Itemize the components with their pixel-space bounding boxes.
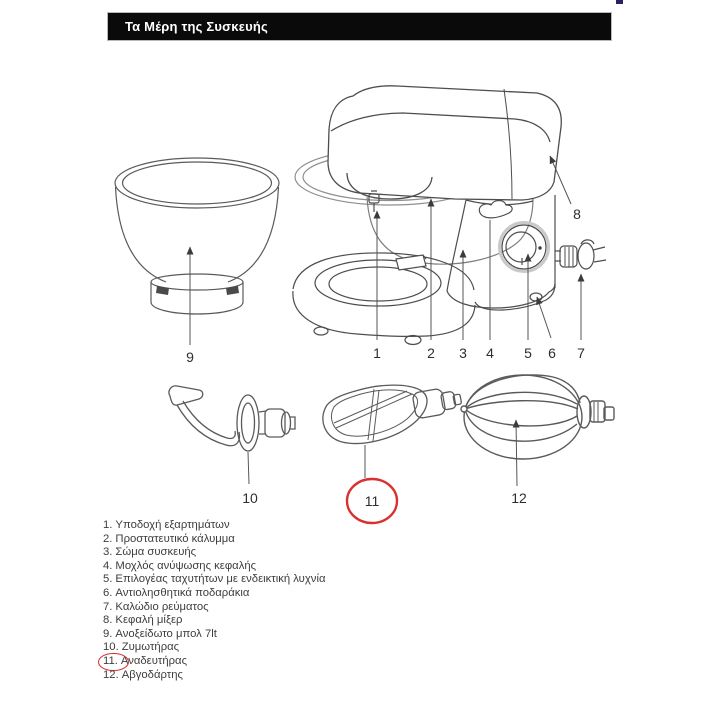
callout-12: 12 [511,490,527,506]
bowl-drawing [115,158,279,314]
item-number: 12. [103,668,119,681]
item-number: 5. [103,573,113,586]
flat-beater-drawing [323,385,463,443]
callout-9: 9 [186,349,194,365]
parts-list-item [103,533,483,547]
item-label: Αντιολησθητικά ποδαράκια [115,586,250,599]
parts-list-item [103,669,483,683]
callout-5: 5 [524,345,532,361]
dough-hook-drawing [169,386,295,451]
section-title: Τα Μέρη της Συσκευής [125,19,268,34]
callout-2: 2 [427,345,435,361]
parts-list-item [103,587,483,601]
item-label: Υποδοχή εξαρτημάτων [115,519,230,531]
item-number: 4. [103,559,113,572]
callout-7: 7 [577,345,585,361]
item-number: 6. [103,586,113,599]
item-label: Αναδευτήρας [120,654,188,667]
item-label: Ανοξείδωτο μπολ 7lt [115,627,217,640]
item-label: Αβγοδάρτης [121,668,183,681]
item-number: 9. [103,627,113,640]
callout-3: 3 [459,345,467,361]
parts-list-item [103,601,483,615]
callout-labels [186,206,585,509]
parts-list-item-highlighted [103,655,483,669]
callout-4: 4 [486,345,494,361]
item-label: Σώμα συσκευής [115,546,197,559]
item-number: 3. [103,546,113,559]
item-number: 7. [103,600,113,613]
parts-list [103,519,483,682]
item-label: Ζυμωτήρας [121,641,180,654]
parts-list-item [103,641,483,655]
parts-list-item [103,546,483,560]
callout-10: 10 [242,490,258,506]
callout-1: 1 [373,345,381,361]
parts-list-item [103,628,483,642]
item-number: 10. [103,641,119,654]
item-label: Επιλογέας ταχυτήτων με ενδεικτική λυχνία [115,573,326,586]
parts-list-item [103,560,483,574]
item-label: Μοχλός ανύψωσης κεφαλής [115,559,257,572]
whisk-drawing [461,375,614,459]
item-number: 8. [103,614,113,627]
item-number: 2. [103,532,113,545]
mixer-base-drawing [293,253,555,345]
callout-6: 6 [548,345,556,361]
callout-8: 8 [573,206,581,222]
parts-list-item [103,519,483,533]
parts-list-item [103,614,483,628]
mixer-head-drawing [328,86,561,200]
item-number: 11. [103,654,118,667]
parts-list-item [103,573,483,587]
item-label: Καλώδιο ρεύματος [115,600,209,613]
item-label: Κεφαλή μίξερ [115,614,183,627]
callout-11: 11 [364,493,380,509]
item-number: 1. [103,519,113,531]
item-label: Προστατευτικό κάλυμμα [115,532,235,545]
